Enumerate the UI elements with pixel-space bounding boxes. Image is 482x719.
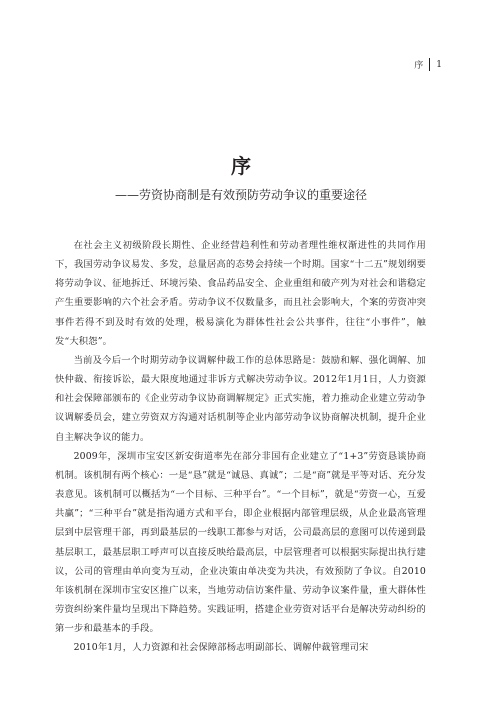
running-head-divider xyxy=(429,58,430,71)
body-text xyxy=(55,236,426,657)
paragraph-1: 在社会主义初级阶段长期性、企业经营趋利性和劳动者理性维权渐进性的共同作用下，我国劳动争议易发、多发，总量居高的态势会持续一个时期。国家“十二五”规划纲要将劳动争议、征地拆迁、环境污染、食品药品安全、企业重组和破产列为对社会和谐稳定产生重要影响的六个社会矛盾。劳动争议不仅数量多，而且社会影响大，个案的劳资冲突事件若得不到及时有效的处理，极易演化为群体性社会公共事件，往往“小事件”，触发“大积怨”。 xyxy=(55,240,426,347)
running-head-section: 序 xyxy=(414,61,424,71)
paragraph-2: 当前及今后一个时期劳动争议调解仲裁工作的总体思路是：鼓励和解、强化调解、加快仲裁、衔接诉讼，最大限度地通过非诉方式解决劳动争议。2012年1月1日，人力资源和社会保障部颁布的《企业劳动争议协商调解规定》正式实施，着力推动企业建立劳动争议调解委员会，建立劳资双方沟通对话机制等企业内部劳动争议协商解决机制，提升企业自主解决争议的能力。 xyxy=(55,354,426,443)
paragraph-3: 2009年，深圳市宝安区新安街道率先在部分非国有企业建立了“1+3”劳资恳谈协商机制。该机制有两个核心：一是“恳”就是“诚恳、真诚”；二是“商”就是平等对话、充分发表意见。该机制可以概括为“一个目标、三种平台”。“一个目标”，就是“劳资一心，互爱共赢”；“三种平台”就是指沟通方式和平台，即企业根据内部管理层级，从企业最高管理层到中层管理干部，再到最基层的一线职工都参与对话，公司最高层的意图可以传递到最基层职工，最基层职工呼声可以直接反映给最高层，中层管理者可以根据实际提出执行建议，公司的管理由单向变为互动，企业决策由单决变为共决，有效预防了争议。自2010年该机制在深圳市宝安区推广以来，当地劳动信访案件量、劳动争议案件量，重大群体性劳资纠纷案件量均呈现出下降趋势。实践证明，搭建企业劳资对话平台是解决劳动纠纷的第一步和最基本的手段。 xyxy=(55,450,426,635)
chapter-subtitle: ——劳资协商制是有效预防劳动争议的重要途径 xyxy=(114,188,367,202)
page-number: 1 xyxy=(436,59,442,70)
chapter-title: 序 xyxy=(231,154,251,178)
running-head xyxy=(414,58,442,71)
paragraph-4: 2010年1月，人力资源和社会保障部杨志明副部长、调解仲裁管理司宋 xyxy=(73,642,369,654)
